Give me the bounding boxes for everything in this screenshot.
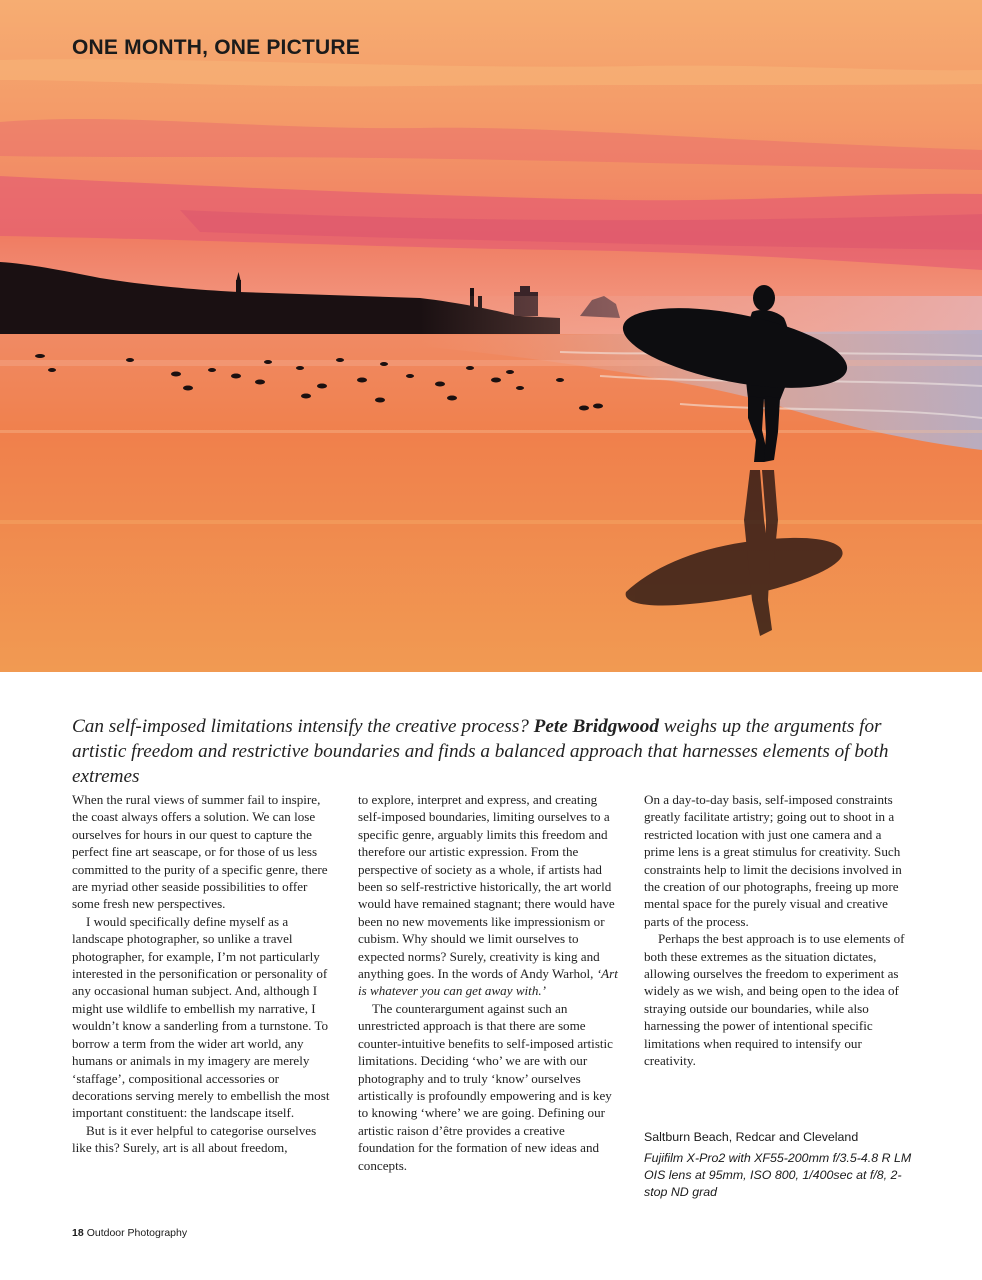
page-number: 18 bbox=[72, 1227, 84, 1239]
caption-camera-details: Fujifilm X-Pro2 with XF55-200mm f/3.5-4.8 R LM OIS lens at 95mm, ISO 800, 1/400sec at f/8, 2-stop ND grad bbox=[644, 1151, 912, 1199]
standfirst bbox=[72, 714, 932, 789]
article-paragraph: The counterargument against such an unrestricted approach is that there are some counter-intuitive benefits to self-imposed artistic limitations. Deciding ‘who’ we are with our photography and to truly ‘know’ ourselves artistically is profoundly empowering and is key to knowing ‘where’ we are going. Defining our artistic raison d’être provides a creative foundation for the formation of new ideas and concepts. bbox=[358, 1000, 613, 1173]
article-paragraph: But is it ever helpful to categorise ourselves like this? Surely, art is all about freedom, bbox=[72, 1122, 317, 1156]
standfirst-rest: weighs up the arguments for artistic freedom and restrictive boundaries and finds a balanced approach that harnesses elements of both extremes bbox=[72, 716, 889, 787]
article-column-2 bbox=[358, 791, 620, 1174]
publication-name: Outdoor Photography bbox=[86, 1227, 188, 1239]
article-paragraph: On a day-to-day basis, self-imposed constraints greatly facilitate artistry; going out to shoot in a restricted location with just one camera and a prime lens is a great stimulus for creativity. Such constraints help to limit the decisions involved in the creation of our photographs, freeing up more mental space for the purely visual and creative parts of the process. bbox=[644, 792, 902, 929]
article-paragraph: When the rural views of summer fail to inspire, the coast always offers a solution. We can lose ourselves for hours in our quest to capture the perfect fine art seascape, or for those of us less committed to the purity of a specific genre, there are myriad other seaside possibilities to offer some fresh new perspectives. bbox=[72, 792, 328, 912]
article-column-3 bbox=[644, 791, 906, 1070]
author-name: Pete Bridgwood bbox=[533, 716, 659, 737]
section-title: ONE MONTH, ONE PICTURE bbox=[72, 36, 360, 59]
article-paragraph: I would specifically define myself as a landscape photographer, so unlike a travel photographer, for example, I’m not particularly interested in the personification or personality of any occasional human subject. And, although I might use wildlife to embellish my narrative, I wouldn’t know a sanderling from a turnstone. To borrow a term from the wider art world, any humans or animals in my imagery are merely ‘staffage’, compositional accessories or decorations serving merely to embellish the most important constituent: the landscape itself. bbox=[72, 913, 330, 1121]
article-column-1 bbox=[72, 791, 334, 1157]
caption-location: Saltburn Beach, Redcar and Cleveland bbox=[644, 1130, 859, 1144]
page-footer bbox=[72, 1227, 187, 1239]
standfirst-lead: Can self-imposed limitations intensify the creative process? bbox=[72, 716, 529, 737]
warhol-quote: ‘Art is whatever you can get away with.’ bbox=[358, 966, 618, 999]
photo-caption bbox=[644, 1129, 914, 1201]
article-paragraph bbox=[358, 791, 620, 1000]
article-text: to explore, interpret and express, and creating self-imposed boundaries, limiting ourselves to a specific genre, arguably limits this freedom and therefore our artistic expression. From the perspective of society as a whole, if artists had been so self-restrictive historically, the art world would have remained stagnant; there would have been no new movements like impressionism or cubism. Why should we limit ourselves to expected norms? Surely, creativity is king and anything goes. In the words of Andy Warhol, bbox=[358, 792, 615, 982]
article-paragraph: Perhaps the best approach is to use elements of both these extremes as the situation dictates, allowing ourselves the freedom to experiment as widely as we wish, and being open to the idea of straying outside our boundaries, while also harnessing the power of intentional specific limitations when required to intensify our creativity. bbox=[644, 931, 905, 1069]
